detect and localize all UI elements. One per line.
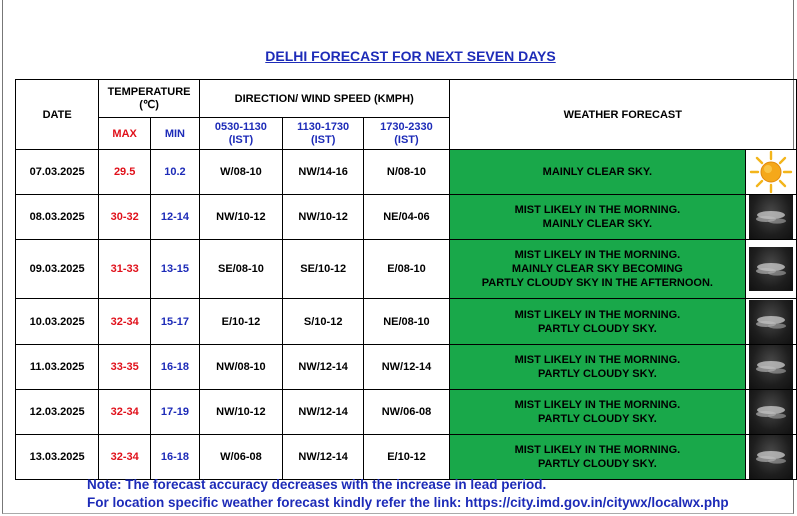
cell-wind-morning: NW/10-12 bbox=[199, 195, 282, 240]
slot-zone: (IST) bbox=[310, 133, 336, 146]
table-row bbox=[16, 390, 797, 435]
cell-icon bbox=[746, 435, 797, 480]
cell-forecast bbox=[449, 390, 746, 435]
forecast-line: MIST LIKELY IN THE MORNING. bbox=[514, 444, 681, 456]
forecast-line: MIST LIKELY IN THE MORNING. bbox=[514, 354, 681, 366]
header-temperature-unit: (℃) bbox=[139, 98, 159, 111]
cell-wind-afternoon: SE/10-12 bbox=[283, 240, 364, 299]
cell-forecast bbox=[449, 150, 746, 195]
table-row bbox=[16, 240, 797, 299]
cell-forecast bbox=[449, 299, 746, 345]
cell-forecast bbox=[449, 345, 746, 390]
forecast-line: MAINLY CLEAR SKY. bbox=[542, 166, 653, 178]
mist-icon bbox=[749, 247, 793, 291]
mist-icon bbox=[749, 435, 793, 479]
forecast-line: MIST LIKELY IN THE MORNING. bbox=[514, 249, 681, 261]
cell-max: 33-35 bbox=[99, 345, 151, 390]
cell-date: 08.03.2025 bbox=[16, 195, 99, 240]
header-slot-1 bbox=[199, 118, 282, 150]
cell-max: 31-33 bbox=[99, 240, 151, 299]
cell-min: 12-14 bbox=[151, 195, 200, 240]
cell-max: 29.5 bbox=[99, 150, 151, 195]
note-text: The forecast accuracy decreases with the increase in lead period. bbox=[125, 477, 547, 492]
table-row bbox=[16, 195, 797, 240]
forecast-line: PARTLY CLOUDY SKY. bbox=[537, 368, 657, 380]
cell-min: 17-19 bbox=[151, 390, 200, 435]
mist-icon bbox=[749, 195, 793, 239]
header-direction-wind: DIRECTION/ WIND SPEED (KMPH) bbox=[199, 80, 449, 118]
header-min: MIN bbox=[151, 118, 200, 150]
mist-icon bbox=[749, 390, 793, 434]
page-title: DELHI FORECAST FOR NEXT SEVEN DAYS bbox=[265, 48, 556, 64]
cell-icon bbox=[746, 195, 797, 240]
table-row bbox=[16, 345, 797, 390]
slot-time: 0530-1130 bbox=[214, 120, 267, 133]
cell-wind-evening: NW/06-08 bbox=[364, 390, 449, 435]
cell-icon bbox=[746, 345, 797, 390]
cell-min: 15-17 bbox=[151, 299, 200, 345]
cell-wind-evening: NE/04-06 bbox=[364, 195, 449, 240]
cell-icon bbox=[746, 240, 797, 299]
cell-wind-afternoon: S/10-12 bbox=[283, 299, 364, 345]
cell-forecast bbox=[449, 240, 746, 299]
cell-min: 10.2 bbox=[151, 150, 200, 195]
mist-icon bbox=[749, 300, 793, 344]
cell-max: 32-34 bbox=[99, 390, 151, 435]
cell-icon bbox=[746, 299, 797, 345]
cell-wind-afternoon: NW/10-12 bbox=[283, 195, 364, 240]
header-temperature bbox=[99, 80, 200, 118]
table-row bbox=[16, 150, 797, 195]
note-link-line: For location specific weather forecast kindly refer the link: https://city.imd.gov.in/citywx/localwx.php bbox=[87, 495, 729, 510]
cell-wind-evening: E/08-10 bbox=[364, 240, 449, 299]
table-row bbox=[16, 435, 797, 480]
cell-max: 32-34 bbox=[99, 299, 151, 345]
slot-zone: (IST) bbox=[228, 133, 254, 146]
header-slot-3 bbox=[364, 118, 449, 150]
cell-wind-afternoon: NW/14-16 bbox=[283, 150, 364, 195]
cell-icon bbox=[746, 150, 797, 195]
forecast-line: MIST LIKELY IN THE MORNING. bbox=[514, 204, 681, 216]
cell-wind-evening: N/08-10 bbox=[364, 150, 449, 195]
header-temperature-label: TEMPERATURE bbox=[107, 85, 191, 98]
cell-wind-morning: W/06-08 bbox=[199, 435, 282, 480]
cell-max: 32-34 bbox=[99, 435, 151, 480]
table-row bbox=[16, 299, 797, 345]
note-line bbox=[87, 477, 546, 492]
cell-wind-afternoon: NW/12-14 bbox=[283, 345, 364, 390]
cell-wind-morning: NW/08-10 bbox=[199, 345, 282, 390]
cell-wind-morning: NW/10-12 bbox=[199, 390, 282, 435]
slot-time: 1730-2330 bbox=[380, 120, 433, 133]
cell-min: 13-15 bbox=[151, 240, 200, 299]
header-max: MAX bbox=[99, 118, 151, 150]
cell-date: 10.03.2025 bbox=[16, 299, 99, 345]
cell-wind-morning: W/08-10 bbox=[199, 150, 282, 195]
mist-icon bbox=[749, 345, 793, 389]
cell-date: 13.03.2025 bbox=[16, 435, 99, 480]
cell-wind-evening: E/10-12 bbox=[364, 435, 449, 480]
note-label: Note: bbox=[87, 477, 122, 492]
forecast-line: PARTLY CLOUDY SKY IN THE AFTERNOON. bbox=[481, 277, 713, 289]
cell-wind-morning: SE/08-10 bbox=[199, 240, 282, 299]
forecast-line: PARTLY CLOUDY SKY. bbox=[537, 413, 657, 425]
cell-forecast bbox=[449, 195, 746, 240]
forecast-line: MAINLY CLEAR SKY. bbox=[542, 218, 653, 230]
slot-time: 1130-1730 bbox=[297, 120, 350, 133]
cell-wind-evening: NE/08-10 bbox=[364, 299, 449, 345]
cell-wind-morning: E/10-12 bbox=[199, 299, 282, 345]
cell-date: 12.03.2025 bbox=[16, 390, 99, 435]
cell-wind-afternoon: NW/12-14 bbox=[283, 435, 364, 480]
sun-icon bbox=[749, 150, 793, 194]
cell-min: 16-18 bbox=[151, 345, 200, 390]
cell-forecast bbox=[449, 435, 746, 480]
cell-wind-afternoon: NW/12-14 bbox=[283, 390, 364, 435]
cell-date: 11.03.2025 bbox=[16, 345, 99, 390]
forecast-line: MIST LIKELY IN THE MORNING. bbox=[514, 399, 681, 411]
forecast-line: PARTLY CLOUDY SKY. bbox=[537, 458, 657, 470]
header-slot-2 bbox=[283, 118, 364, 150]
cell-min: 16-18 bbox=[151, 435, 200, 480]
forecast-line: MAINLY CLEAR SKY BECOMING bbox=[511, 263, 683, 275]
forecast-line: PARTLY CLOUDY SKY. bbox=[537, 322, 657, 335]
slot-zone: (IST) bbox=[394, 133, 419, 146]
forecast-line: MIST LIKELY IN THE MORNING. bbox=[514, 308, 681, 321]
cell-date: 07.03.2025 bbox=[16, 150, 99, 195]
cell-max: 30-32 bbox=[99, 195, 151, 240]
cell-icon bbox=[746, 390, 797, 435]
cell-date: 09.03.2025 bbox=[16, 240, 99, 299]
header-weather-forecast: WEATHER FORECAST bbox=[449, 80, 796, 150]
cell-wind-evening: NW/12-14 bbox=[364, 345, 449, 390]
forecast-table bbox=[15, 79, 797, 480]
header-date: DATE bbox=[16, 80, 99, 150]
